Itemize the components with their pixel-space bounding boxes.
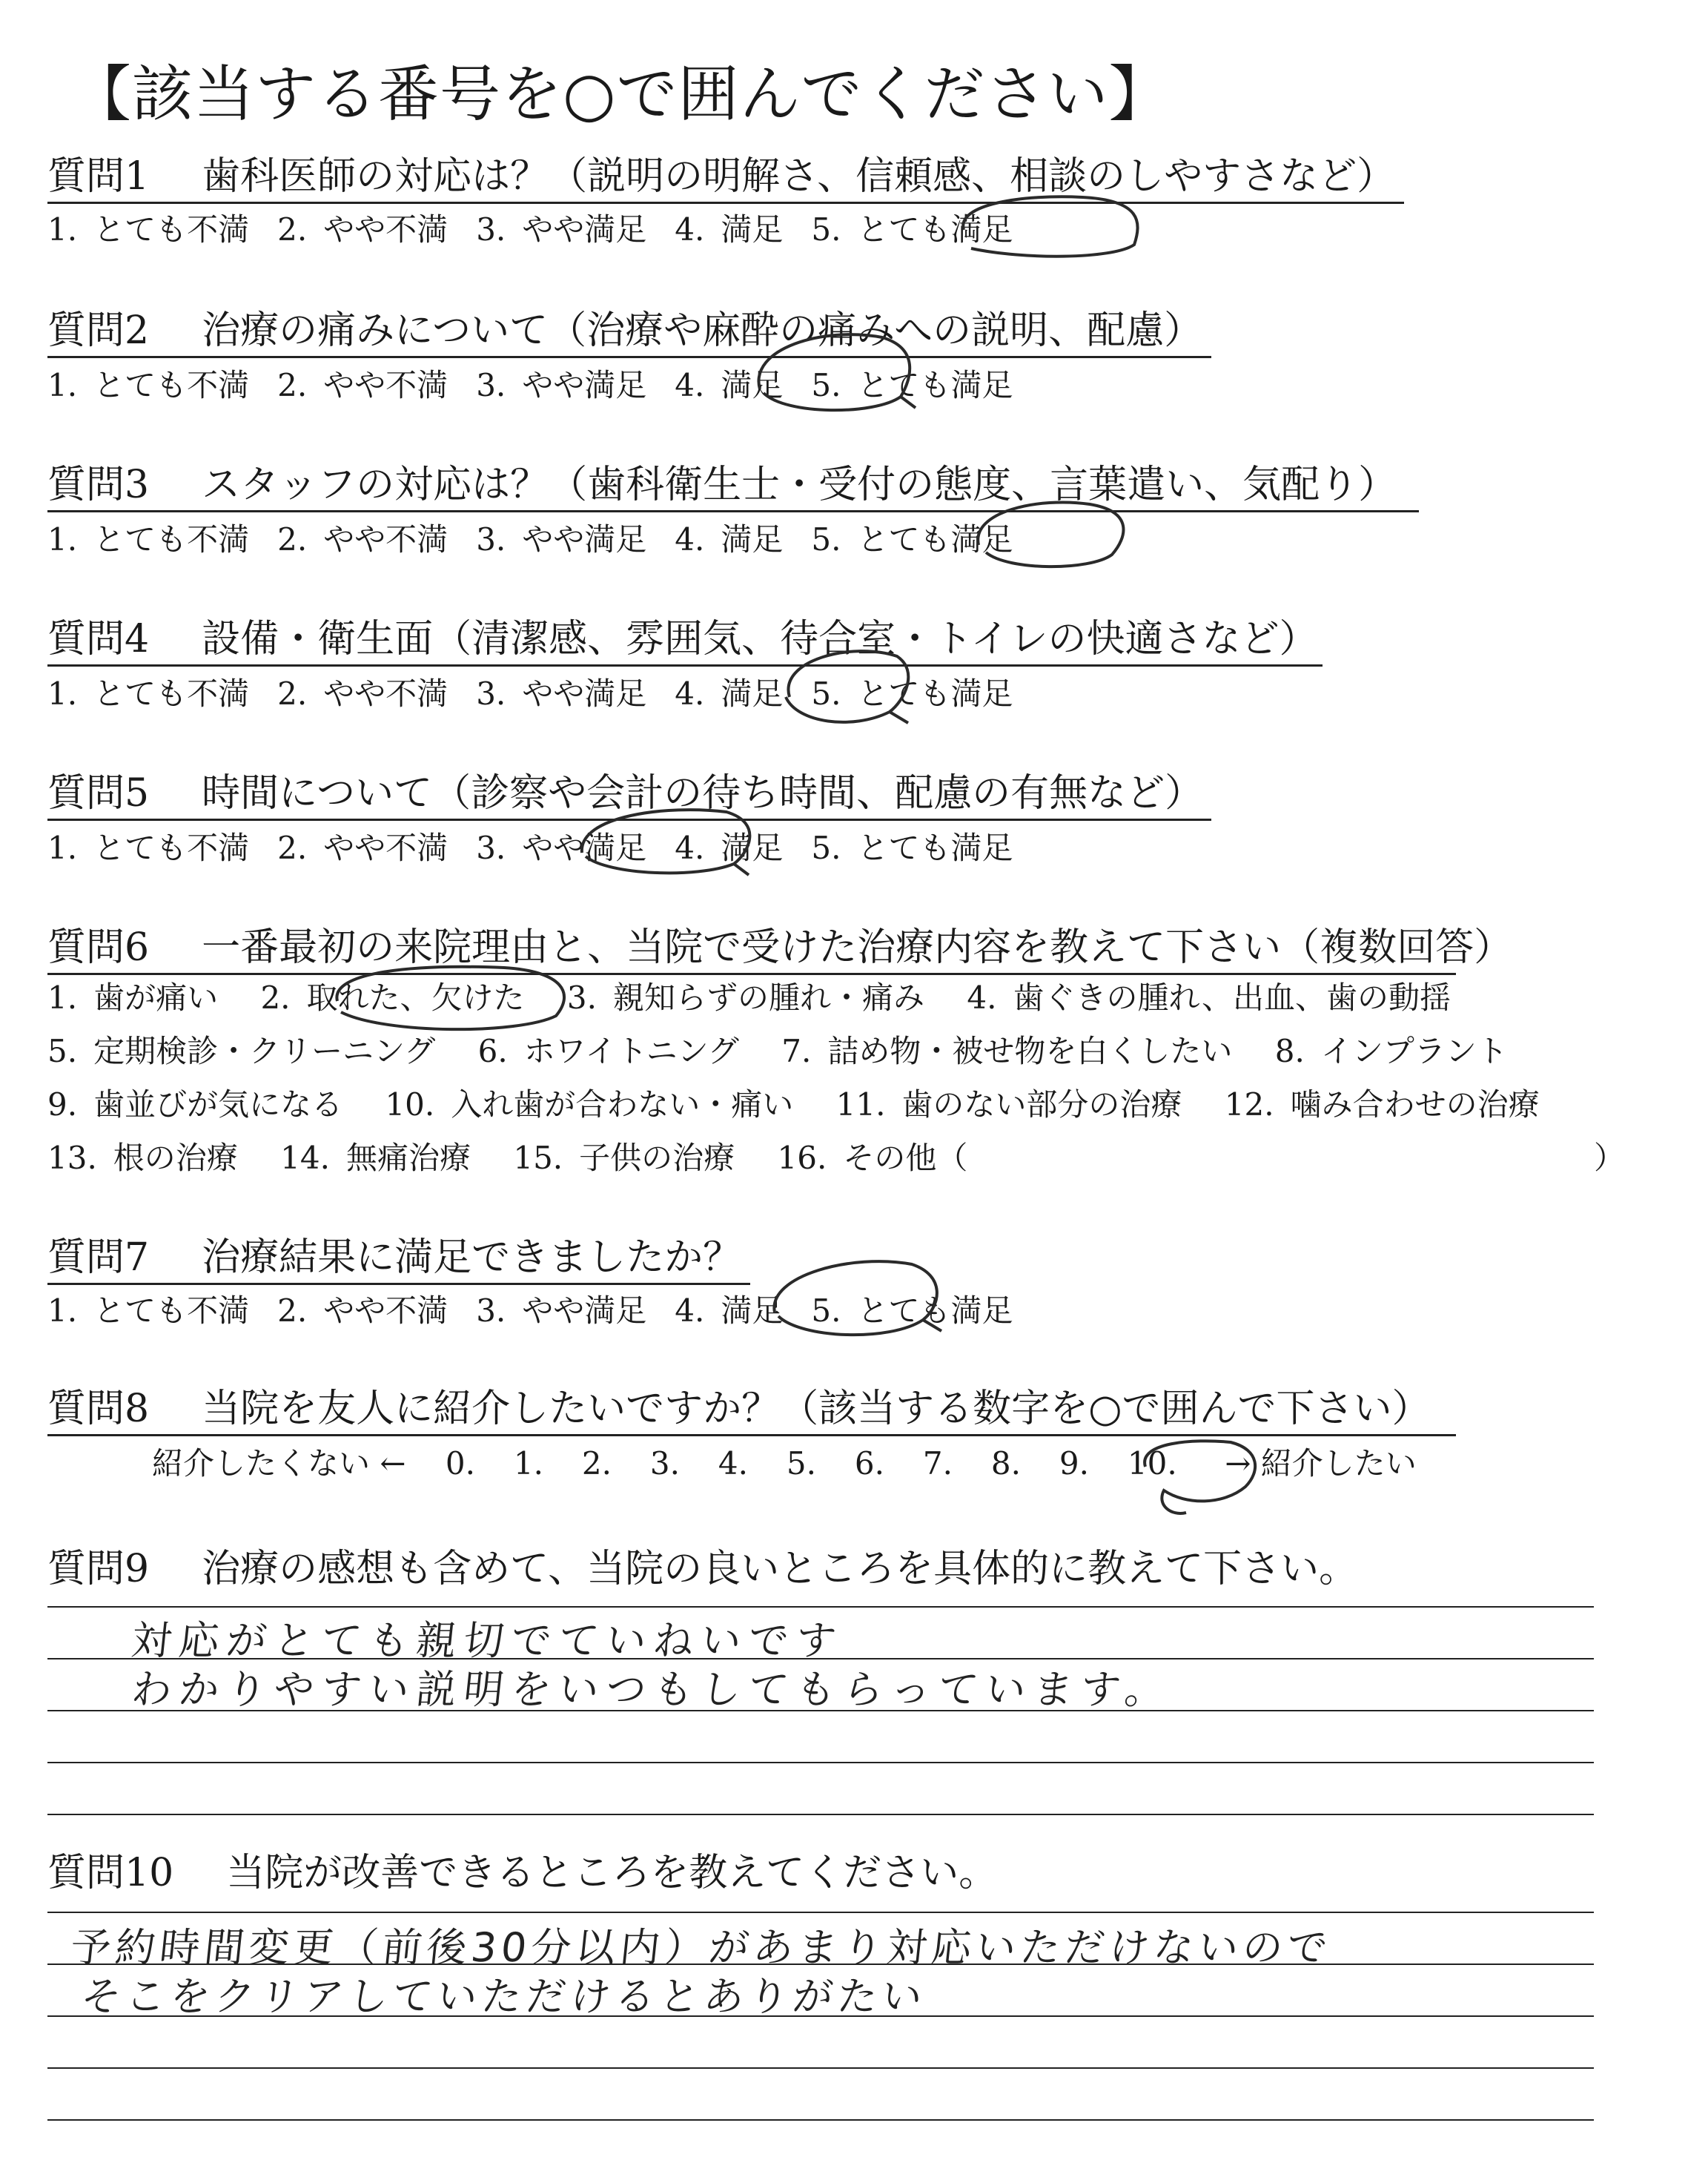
option-4[interactable]: 4. 満足 <box>675 521 784 558</box>
question-text: 当院が改善できるところを教えてください。 <box>226 1851 998 1895</box>
q6-option-2[interactable]: 取れた、欠けた <box>306 980 525 1016</box>
option-5[interactable]: 5. とても満足 <box>811 676 1013 712</box>
question-label: 質問10 <box>47 1851 174 1895</box>
question-underline <box>47 664 1323 667</box>
option-4[interactable]: 4. 満足 <box>675 830 784 866</box>
q6-option-5[interactable]: 定期検診・クリーニング <box>93 1033 436 1069</box>
q6-option-16[interactable]: その他（ <box>843 1140 968 1176</box>
question-label: 質問4 <box>47 617 150 661</box>
option-3[interactable]: 3. やや満足 <box>476 211 647 248</box>
question-underline <box>47 202 1404 204</box>
option-5[interactable]: 5. とても満足 <box>811 367 1013 403</box>
option-1[interactable]: 1. とても不満 <box>47 830 250 866</box>
options-row <box>47 828 1041 869</box>
scale-1[interactable]: 1. <box>513 1445 543 1482</box>
question-label: 質問9 <box>47 1547 150 1591</box>
q6-option-3[interactable]: 親知らずの腫れ・痛み <box>612 980 924 1016</box>
question-label: 質問3 <box>47 463 150 507</box>
scale-6[interactable]: 6. <box>854 1445 884 1482</box>
scale-2[interactable]: 2. <box>581 1445 612 1482</box>
question-text: 治療の感想も含めて、当院の良いところを具体的に教えて下さい。 <box>202 1547 1358 1591</box>
answer-line <box>47 2067 1594 2069</box>
handwritten-answer-line-1: 対応がとても親切でていねいです <box>129 1617 846 1664</box>
q6-option-1[interactable]: 歯が痛い <box>93 980 219 1016</box>
scale-10[interactable]: 10. <box>1127 1445 1177 1482</box>
handwritten-answer-line-2: わかりやすい説明をいつもしてもらっています。 <box>129 1666 1175 1713</box>
option-4[interactable]: 4. 満足 <box>675 1292 784 1329</box>
options-row <box>47 365 1041 406</box>
option-3[interactable]: 3. やや満足 <box>476 1292 647 1329</box>
scale-3[interactable]: 3. <box>649 1445 680 1482</box>
form-heading: 【該当する番号を○で囲んでください】 <box>70 59 1171 130</box>
question-underline <box>47 356 1211 358</box>
question-text: 治療の痛みについて（治療や麻酔の痛みへの説明、配慮） <box>202 308 1203 353</box>
option-2[interactable]: 2. やや不満 <box>277 367 448 403</box>
handwritten-answer-line-1: 予約時間変更（前後30分以内）があまり対応いただけないので <box>68 1924 1334 1971</box>
option-1[interactable]: 1. とても不満 <box>47 1292 250 1329</box>
scale-4[interactable]: 4. <box>718 1445 748 1482</box>
options-row <box>47 209 1041 251</box>
scale-0[interactable]: 0. <box>445 1445 475 1482</box>
question-text: 一番最初の来院理由と、当院で受けた治療内容を教えて下さい（複数回答） <box>202 925 1513 970</box>
option-2[interactable]: 2. やや不満 <box>277 676 448 712</box>
question-text: 当院を友人に紹介したいですか？（該当する数字を○で囲んで下さい） <box>202 1387 1431 1431</box>
q6-option-14[interactable]: 無痛治療 <box>345 1140 471 1176</box>
option-4[interactable]: 4. 満足 <box>675 676 784 712</box>
scale-8[interactable]: 8. <box>990 1445 1021 1482</box>
q6-row-1: 1. 歯が痛い 2. 取れた、欠けた 3. 親知らずの腫れ・痛み 4. 歯ぐきの腫れ、出血、歯の動揺 <box>47 980 1451 1016</box>
question-underline <box>47 1434 1456 1436</box>
option-2[interactable]: 2. やや不満 <box>277 1292 448 1329</box>
option-1[interactable]: 1. とても不満 <box>47 676 250 712</box>
answer-line <box>47 1606 1594 1608</box>
options-row <box>47 673 1041 715</box>
scale-5[interactable]: 5. <box>786 1445 816 1482</box>
option-3[interactable]: 3. やや満足 <box>476 521 647 558</box>
option-5[interactable]: 5. とても満足 <box>811 521 1013 558</box>
question-label: 質問7 <box>47 1235 150 1280</box>
question-underline <box>47 973 1456 975</box>
option-1[interactable]: 1. とても不満 <box>47 211 250 248</box>
question-underline <box>47 510 1419 512</box>
question-text: 時間について（診察や会計の待ち時間、配慮の有無など） <box>202 771 1204 816</box>
scale-7[interactable]: 7. <box>922 1445 953 1482</box>
options-row <box>47 519 1041 561</box>
question-label: 質問8 <box>47 1387 150 1431</box>
option-3[interactable]: 3. やや満足 <box>476 367 647 403</box>
question-text: 治療結果に満足できましたか？ <box>202 1235 742 1280</box>
q6-option-9[interactable]: 歯並びが気になる <box>93 1086 343 1123</box>
q6-option-15[interactable]: 子供の治療 <box>579 1140 735 1176</box>
option-1[interactable]: 1. とても不満 <box>47 521 250 558</box>
option-1[interactable]: 1. とても不満 <box>47 367 250 403</box>
question-text: 歯科医師の対応は？（説明の明解さ、信頼感、相談のしやすさなど） <box>202 154 1396 199</box>
q6-option-13[interactable]: 根の治療 <box>113 1140 238 1176</box>
option-3[interactable]: 3. やや満足 <box>476 830 647 866</box>
q6-option-8[interactable]: インプラント <box>1320 1033 1508 1069</box>
question-underline <box>47 1283 750 1285</box>
option-5[interactable]: 5. とても満足 <box>811 211 1013 248</box>
option-3[interactable]: 3. やや満足 <box>476 676 647 712</box>
question-text: スタッフの対応は？（歯科衛生士・受付の態度、言葉遣い、気配り） <box>202 463 1397 507</box>
option-4[interactable]: 4. 満足 <box>675 367 784 403</box>
scale-left-label: 紹介したくない ← <box>152 1445 406 1482</box>
option-2[interactable]: 2. やや不満 <box>277 830 448 866</box>
question-label: 質問6 <box>47 925 150 970</box>
question-text: 設備・衛生面（清潔感、雰囲気、待合室・トイレの快適さなど） <box>202 617 1318 661</box>
question-label: 質問1 <box>47 154 150 199</box>
question-underline <box>47 819 1211 821</box>
recommend-scale <box>152 1443 1417 1484</box>
answer-line <box>47 1912 1594 1913</box>
q6-other-close-paren: ） <box>1594 1140 1626 1176</box>
q6-row-2: 5. 定期検診・クリーニング 6. ホワイトニング 7. 詰め物・被せ物を白くしたい 8. インプラント <box>47 1033 1508 1069</box>
q6-option-6[interactable]: ホワイトニング <box>523 1033 739 1069</box>
q6-option-12[interactable]: 噛み合わせの治療 <box>1290 1086 1540 1123</box>
q6-row-3: 9. 歯並びが気になる 10. 入れ歯が合わない・痛い 11. 歯のない部分の治療 12. 噛み合わせの治療 <box>47 1086 1540 1123</box>
option-5[interactable]: 5. とても満足 <box>811 1292 1013 1329</box>
q6-option-4[interactable]: 歯ぐきの腫れ、出血、歯の動揺 <box>1013 980 1451 1016</box>
question-label: 質問5 <box>47 771 150 816</box>
scale-right-label: → 紹介したい <box>1225 1445 1417 1482</box>
answer-line <box>47 2119 1594 2121</box>
answer-line <box>47 1814 1594 1815</box>
options-row <box>47 1290 1041 1332</box>
q6-option-10[interactable]: 入れ歯が合わない・痛い <box>451 1086 794 1123</box>
question-label: 質問2 <box>47 308 150 353</box>
q6-row-4: 13. 根の治療 14. 無痛治療 15. 子供の治療 16. その他（ <box>47 1140 968 1176</box>
scale-9[interactable]: 9. <box>1059 1445 1089 1482</box>
option-2[interactable]: 2. やや不満 <box>277 521 448 558</box>
handwritten-answer-line-2: そこをクリアしていただけるとありがたい <box>79 1973 929 2020</box>
option-4[interactable]: 4. 満足 <box>675 211 784 248</box>
q6-option-11[interactable]: 歯のない部分の治療 <box>901 1086 1182 1123</box>
option-5[interactable]: 5. とても満足 <box>811 830 1013 866</box>
answer-line <box>47 1762 1594 1763</box>
q6-option-7[interactable]: 詰め物・被せ物を白くしたい <box>827 1033 1233 1069</box>
option-2[interactable]: 2. やや不満 <box>277 211 448 248</box>
